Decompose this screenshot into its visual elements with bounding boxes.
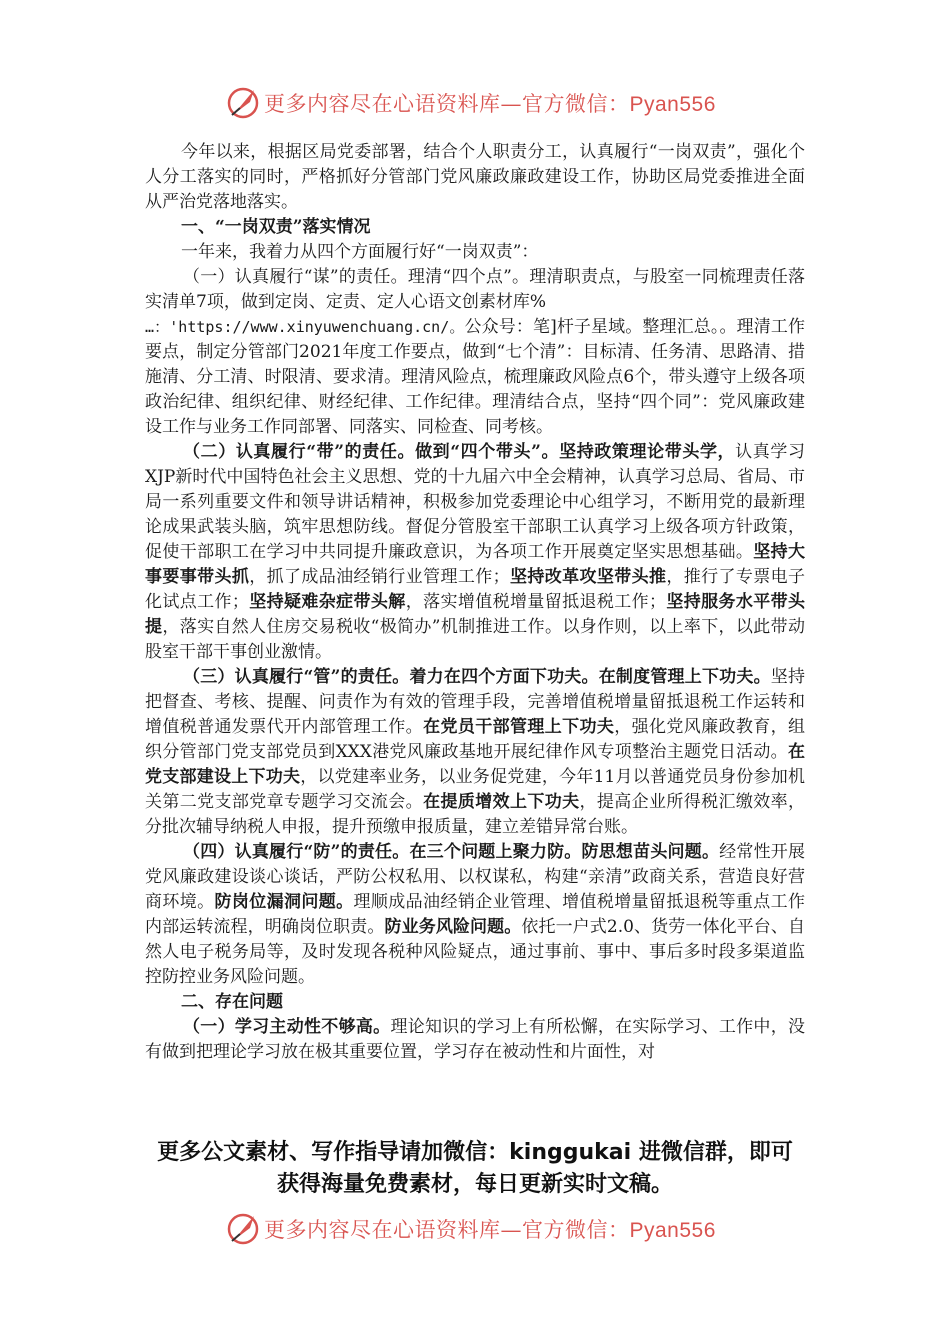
quill-logo-icon: [226, 84, 262, 120]
promo-line-1: 更多公文素材、写作指导请加微信：kinggukai 进微信群，即可: [157, 1140, 793, 1165]
paragraph-mou: （一）认真履行“谋”的责任。理清“四个点”。理清职责点，与股室一同梳理责任落实清单7项，做到定岗、定责、定人心语文创素材库% …：'https://www.xinyuwenchuang.cn/。公众号：笔]杆子星域。整理汇总。。理清工作要点，制定分管部门2021年度工作要点，做到“七个清”：目标清、任务清、思路清、措施清、分工清、时限清、要求清。理清风险点，梳理廉政风险点6个，带头遵守上级各项政治纪律、组织纪律、财经纪律、工作纪律。理清结合点，坚持“四个同”：党风廉政建设工作与业务工作同部署、同落实、同检查、同考核。: [145, 267, 805, 437]
promo-line-2: 获得海量免费素材，每日更新实时文稿。: [276, 1172, 673, 1197]
source-url: …：'https://www.xinyuwenchuang.cn/。: [145, 318, 465, 336]
document-body: [145, 140, 805, 1065]
paragraph-dai: （二）认真履行“带”的责任。做到“四个带头”。坚持政策理论带头学，认真学习XJP新时代中国特色社会主义思想、党的十九届六中全会精神，认真学习总局、省局、市局一系列重要文件和领导讲话精神，积极参加党委理论中心组学习，不断用党的最新理论成果武装头脑，筑牢思想防线。督促分管股室干部职工认真学习上级各项方针政策，促使干部职工在学习中共同提升廉政意识，为各项工作开展奠定坚实思想基础。坚持大事要事带头抓，抓了成品油经销行业管理工作；坚持改革攻坚带头推，推行了专票电子化试点工作；坚持疑难杂症带头解，落实增值税增量留抵退税工作；坚持服务水平带头提，落实自然人住房交易税收“极简办”机制推进工作。以身作则，以上率下，以此带动股室干部干事创业激情。: [145, 442, 806, 662]
watermark-text: 更多内容尽在心语资料库—官方微信：Pyan556: [264, 92, 716, 116]
intro-paragraph: 今年以来，根据区局党委部署，结合个人职责分工，认真履行“一岗双责”，强化个人分工落实的同时，严格抓好分管部门党风廉政廉政建设工作，协助区局党委推进全面从严治党落地落实。: [145, 142, 805, 212]
watermark-wechat-id: Pyan556: [629, 1219, 716, 1242]
paragraph-guan: （三）认真履行“管”的责任。着力在四个方面下功夫。在制度管理上下功夫。坚持把督查、考核、提醒、问责作为有效的管理手段，完善增值税增量留抵退税工作运转和增值税普通发票代开内部管理工作。在党员干部管理上下功夫，强化党风廉政教育，组织分管部门党支部党员到XXX港党风廉政基地开展纪律作风专项整治主题党日活动。在党支部建设上下功夫，以党建率业务，以业务促党建，今年11月以普通党员身份参加机关第二党支部党章专题学习交流会。在提质增效上下功夫，提高企业所得税汇缴效率，分批次辅导纳税人申报，提升预缴申报质量，建立差错异常台账。: [145, 667, 806, 837]
watermark-text: 更多内容尽在心语资料库—官方微信：Pyan556: [264, 1218, 716, 1242]
section-heading-2: 二、存在问题: [181, 992, 283, 1012]
year-paragraph: 一年来，我着力从四个方面履行好“一岗双责”：: [181, 242, 539, 262]
watermark-footer: [0, 1208, 950, 1248]
paragraph-problem-1: （一）学习主动性不够高。理论知识的学习上有所松懈，在实际学习、工作中，没有做到把理论学习放在极其重要位置，学习存在被动性和片面性，对: [145, 1017, 806, 1062]
watermark-header: [0, 82, 950, 122]
quill-logo-icon: [226, 1210, 262, 1246]
promo-banner: [0, 1137, 950, 1201]
paragraph-fang: （四）认真履行“防”的责任。在三个问题上聚力防。防思想苗头问题。经常性开展党风廉政建设谈心谈话，严防公权私用、以权谋私，构建“亲清”政商关系，营造良好营商环境。防岗位漏洞问题。理顺成品油经销企业管理、增值税增量留抵退税等重点工作内部运转流程，明确岗位职责。防业务风险问题。依托一户式2.0、货劳一体化平台、自然人电子税务局等，及时发现各税种风险疑点，通过事前、事中、事后多时段多渠道监控防控业务风险问题。: [145, 842, 806, 987]
section-heading-1: 一、“一岗双责”落实情况: [181, 217, 371, 237]
watermark-wechat-id: Pyan556: [629, 93, 716, 116]
